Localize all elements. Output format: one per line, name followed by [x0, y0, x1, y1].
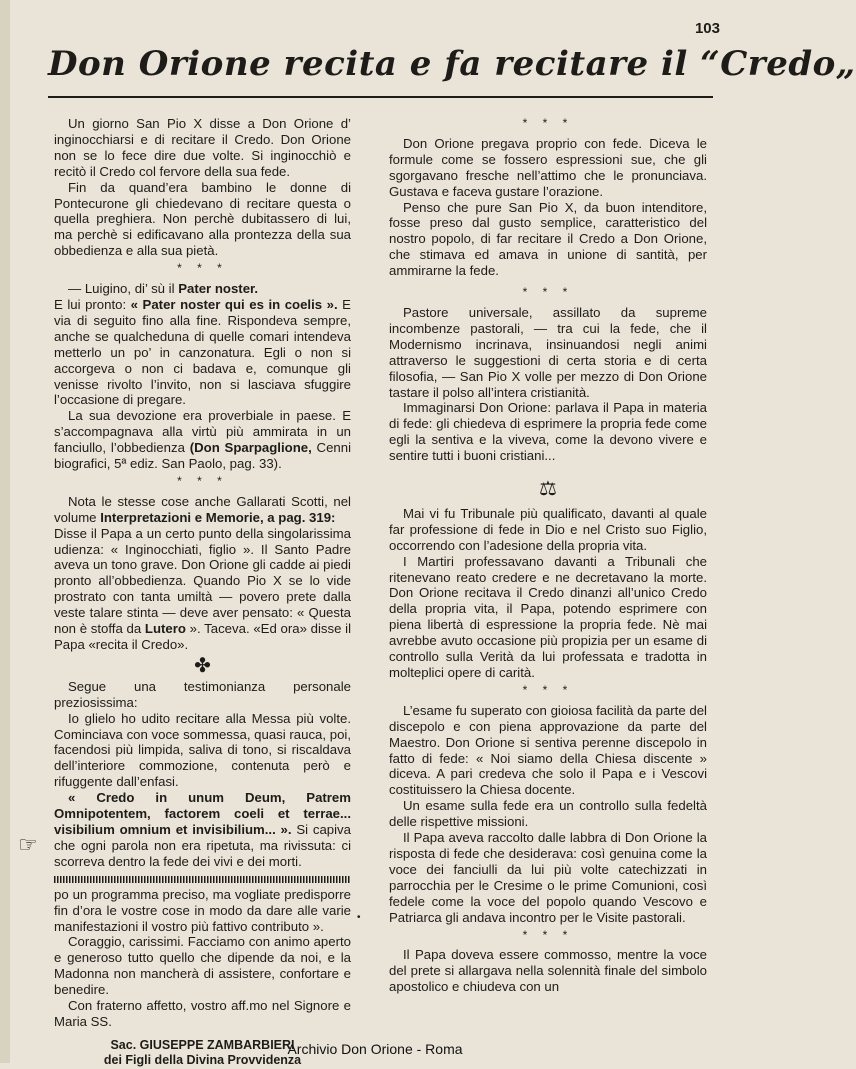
paragraph: Un esame sulla fede era un controllo sulla fedeltà delle rispettive missioni.: [389, 798, 707, 830]
paragraph: Pastore universale, assillato da supreme incombenze pastorali, — tra cui la fede, che il Modernismo incrinava, insinuandosi negli animi attraverso le suggestioni di certa storia e di certa filosofia, — San Pio X volle per mezzo di Don Orione tastare il polso all’intera cristianità.: [389, 304, 707, 400]
paragraph: L’esame fu superato con gioiosa facilità da parte del discepolo e con piena approvazione da parte del Maestro. Don Orione si sentiva perenne discepolo in fatto di fede: « Noi siamo della Chiesa discente » diceva. A pari credeva che solo il Papa e i Vescovi costituissero la Chiesa docente.: [389, 702, 707, 798]
page-number: 103: [694, 20, 720, 37]
paragraph: Con fraterno affetto, vostro aff.mo nel Signore e Maria SS.: [54, 998, 351, 1029]
scales-ornament-icon: ⚖: [539, 478, 557, 501]
section-separator: * * *: [522, 927, 574, 942]
page-title: Don Orione recita e fa recitare il “Credo„: [48, 44, 856, 84]
signature-name: Sac. GIUSEPPE ZAMBARBIERI: [110, 1037, 295, 1052]
paragraph: Fin da quand’era bambino le donne di Pontecurone gli chiedevano di recitare questa o quella preghiera. Non perchè dubitassero di lui, ma perchè si edificavano alla prontezza della sua obbedienza e alla sua pietà.: [54, 179, 351, 259]
left-column: [54, 116, 351, 1069]
paragraph: Disse il Papa a un certo punto della singolarissima udienza: « Inginocchiati, figlio ». Il Santo Padre aveva un tono grave. Don Orione gli cadde ai piedi pronto all’obbedienza. Quando Pio X se lo vide prostrato con tanta umiltà — povero prete dalla veste talare stinta — deve aver pensato: « Questa non è stoffa da Lutero ». Taceva. «Ed ora» disse il Papa «recita il Credo».: [54, 525, 351, 652]
title-rule: [48, 96, 713, 98]
paragraph: Io glielo ho udito recitare alla Messa più volte. Cominciava con voce sommessa, quasi rauca, poi, facendosi più limpida, saliva di tono, si riscaldava dell’interiore commozione, contenuta però e rifuggente dall’enfasi.: [54, 710, 351, 790]
pointing-hand-icon: ☞: [18, 832, 38, 857]
paragraph: Penso che pure San Pio X, da buon intenditore, fosse preso dal gusto semplice, caratteristico del nostro popolo, di far recitare il Credo a Don Orione, che stimava ed amava in unione di santità, per ammirarne la fede.: [389, 199, 707, 279]
margin-mark: •: [357, 912, 361, 923]
section-separator: * * *: [522, 285, 574, 300]
right-column: [389, 116, 707, 995]
archive-footer: Archivio Don Orione - Roma: [287, 1041, 463, 1057]
paragraph: La sua devozione era proverbiale in paese. E s’accompagnava alla virtù più ammirata in un fanciullo, l’obbedienza (Don Sparpaglione, Cenni biografici, 5ª ediz. San Paolo, pag. 33).: [54, 408, 352, 472]
paragraph: po un programma preciso, ma vogliate predisporre fin d’ora le vostre cose in modo da dare alle varie manifestazioni il vostro più fattivo contributo ».: [54, 886, 351, 934]
section-separator: * * *: [522, 116, 574, 130]
paragraph: I Martiri professavano davanti a Tribunali che ritenevano reato credere e ne decretavano la morte. Don Orione recitava il Credo dinanzi all’unico Credo della propria vita, il Papa, potendo esprimere con piena libertà di espressione la propria fede. Nè mai avrebbe avuto occasione più propizia per un esame di controllo sulla Verità da lui professata e tradotta in molteplici opere di carità.: [389, 553, 707, 680]
paragraph: Segue una testimonianza personale preziosissima:: [54, 678, 351, 710]
paragraph: Don Orione pregava proprio con fede. Diceva le formule come se fossero espressioni sue, che gli sgorgavano fresche nell’attimo che le pronunciava. Gustava e faceva gustare l’orazione.: [389, 135, 707, 199]
paragraph: E lui pronto: « Pater noster qui es in coelis ». E via di seguito fino alla fine. Rispondeva sempre, anche se qualcheduna di quelle comari intendeva metterlo un po’ in canzonatura. Egli o non si accorgeva o non ci badava e, comunque gli venisse rivolto l’invito, non si lasciava sfuggire l’occasione di pregare.: [54, 296, 351, 408]
lamb-ornament-icon: ✤: [194, 654, 211, 677]
paragraph: Nota le stesse cose anche Gallarati Scotti, nel volume Interpretazioni e Memorie, a pag. 319:: [54, 493, 351, 525]
paragraph: — Luigino, di’ sù il Pater noster.: [68, 281, 259, 297]
cut-divider: [54, 876, 351, 883]
section-separator: * * *: [177, 473, 228, 488]
paragraph: Il Papa doveva essere commosso, mentre la voce del prete si allargava nella solennità finale del simbolo apostolico e chiudeva con un: [389, 947, 707, 995]
paragraph: « Credo in unum Deum, Patrem Omnipotentem, factorem coeli et terrae... visibilium omnium et invisibilium... ». Si capiva che ogni parola non era ripetuta, ma rivissuta: ci scorreva dentro la fede dei vivi e dei morti.: [54, 790, 351, 869]
page-edge: [0, 0, 10, 1063]
paragraph: Immaginarsi Don Orione: parlava il Papa in materia di fede: gli chiedeva di esprimere la propria fede come egli la sentiva e la viveva, come la devono vivere e sentire tutti i buoni cristiani...: [389, 400, 707, 464]
signature-affiliation: dei Figli della Divina Provvidenza: [103, 1053, 302, 1068]
section-separator: * * *: [177, 261, 228, 276]
section-separator: * * *: [522, 682, 574, 697]
paragraph: Mai vi fu Tribunale più qualificato, davanti al quale far professione di fede in Dio e nel Cristo suo Figlio, occorrendo con l’adesione della propria vita.: [389, 505, 707, 553]
paragraph: Un giorno San Pio X disse a Don Orione d’ inginocchiarsi e di recitare il Credo. Don Orione non se lo fece dire due volte. Si inginocchiò e recitò il Credo col fervore della sua fede.: [54, 116, 351, 179]
paragraph: Coraggio, carissimi. Facciamo con animo aperto e generoso tutto quello che dipende da noi, e la Madonna non mancherà di assistere, confortare e benedire.: [54, 934, 351, 998]
paragraph: Il Papa aveva raccolto dalle labbra di Don Orione la risposta di fede che desiderava: così genuina come la voce dei fanciulli da lui più volte catechizzati in parrocchia per le Cresime o le prime Comunioni, così fedele come la voce del popolo quando Vescovo e Patriarca gli andava incontro per le Visite pastorali.: [389, 830, 707, 925]
